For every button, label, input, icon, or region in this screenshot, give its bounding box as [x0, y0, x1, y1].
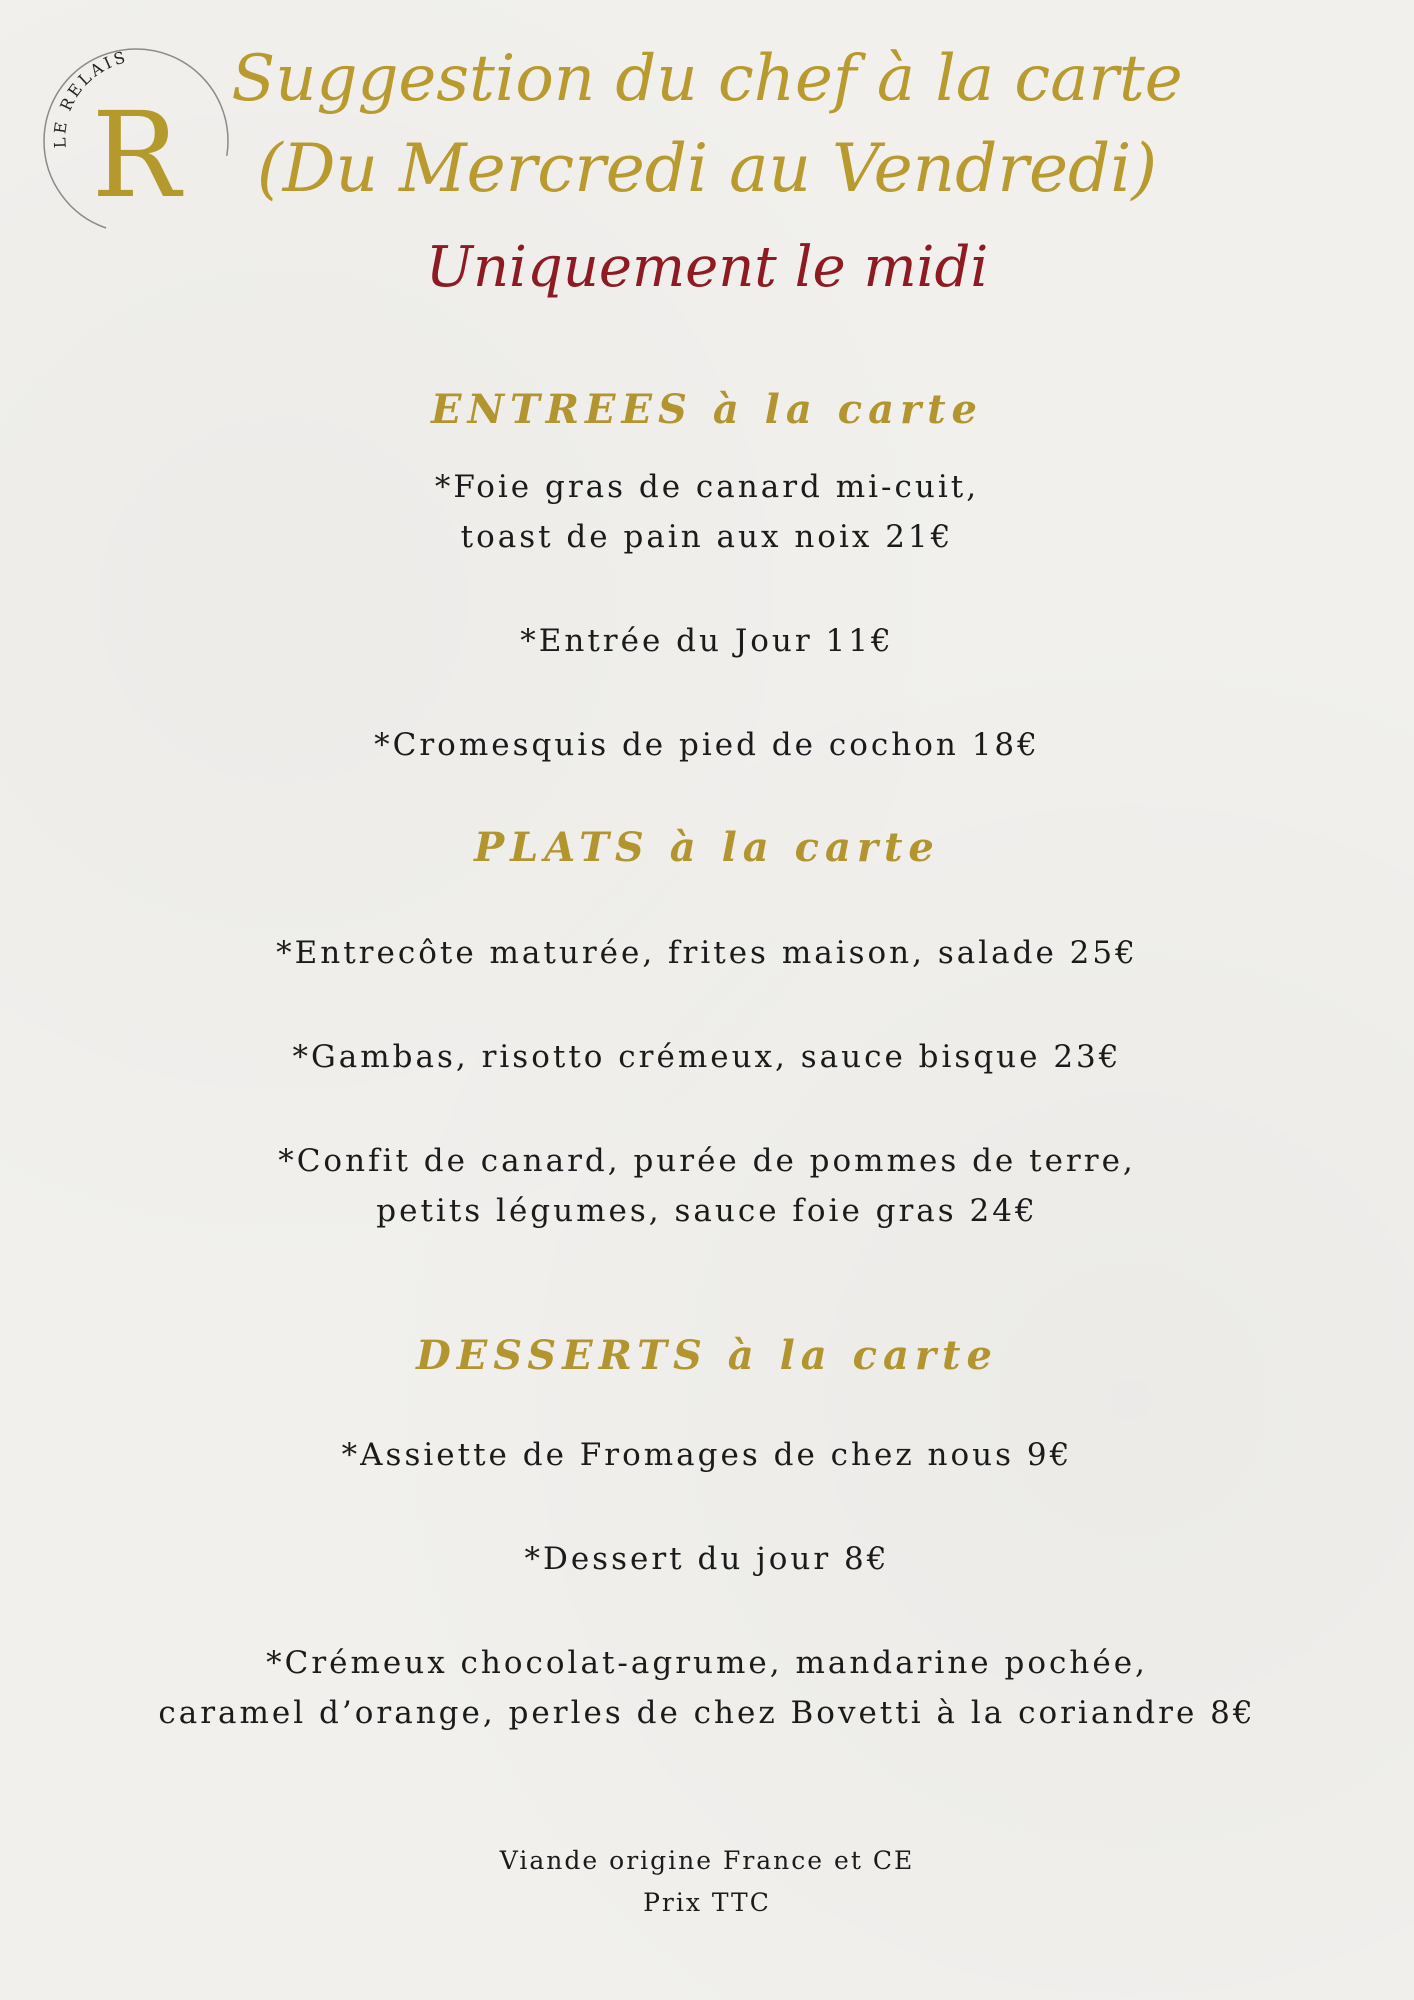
footer-origin: Viande origine France et CE	[499, 1846, 915, 1875]
logo-arc-text: LE RELAIS	[50, 46, 131, 149]
menu-item-line: caramel d’orange, perles de chez Bovetti à la coriandre 8€	[158, 1695, 1256, 1731]
menu-item-line: *Foie gras de canard mi-cuit,	[434, 469, 980, 505]
menu-item-line: *Crémeux chocolat-agrume, mandarine pochée,	[266, 1645, 1148, 1681]
title-line-2: (Du Mercredi au Vendredi)	[256, 130, 1158, 207]
menu-item	[0, 1032, 1414, 1082]
footer-price-note: Prix TTC	[643, 1888, 771, 1917]
menu-item	[0, 720, 1414, 770]
menu-item	[0, 1638, 1414, 1738]
subtitle: Uniquement le midi	[425, 235, 989, 300]
menu-item	[0, 616, 1414, 666]
footer-notes	[0, 1840, 1414, 1924]
menu-item-line: petits légumes, sauce foie gras 24€	[376, 1193, 1038, 1229]
menu-item-line: *Confit de canard, purée de pommes de terre,	[278, 1143, 1136, 1179]
section-heading-plats: PLATS à la carte	[474, 824, 940, 871]
menu-item	[0, 462, 1414, 562]
menu-item-line: *Entrecôte maturée, frites maison, salade 25€	[276, 935, 1138, 971]
menu-item-line: *Dessert du jour 8€	[524, 1541, 890, 1577]
logo-letter: R	[91, 86, 181, 224]
menu-item-line: *Gambas, risotto crémeux, sauce bisque 23€	[292, 1039, 1122, 1075]
menu-item	[0, 1534, 1414, 1584]
title-line-1: Suggestion du chef à la carte	[231, 42, 1183, 116]
menu-item-line: *Assiette de Fromages de chez nous 9€	[341, 1437, 1073, 1473]
section-heading-desserts: DESSERTS à la carte	[416, 1332, 998, 1379]
menu-item	[0, 928, 1414, 978]
menu-item-line: *Cromesquis de pied de cochon 18€	[374, 727, 1040, 763]
section-heading-entrees: ENTREES à la carte	[430, 386, 983, 433]
menu-item-line: toast de pain aux noix 21€	[460, 519, 954, 555]
menu-item	[0, 1430, 1414, 1480]
menu-item	[0, 1136, 1414, 1236]
menu-item-line: *Entrée du Jour 11€	[520, 623, 894, 659]
